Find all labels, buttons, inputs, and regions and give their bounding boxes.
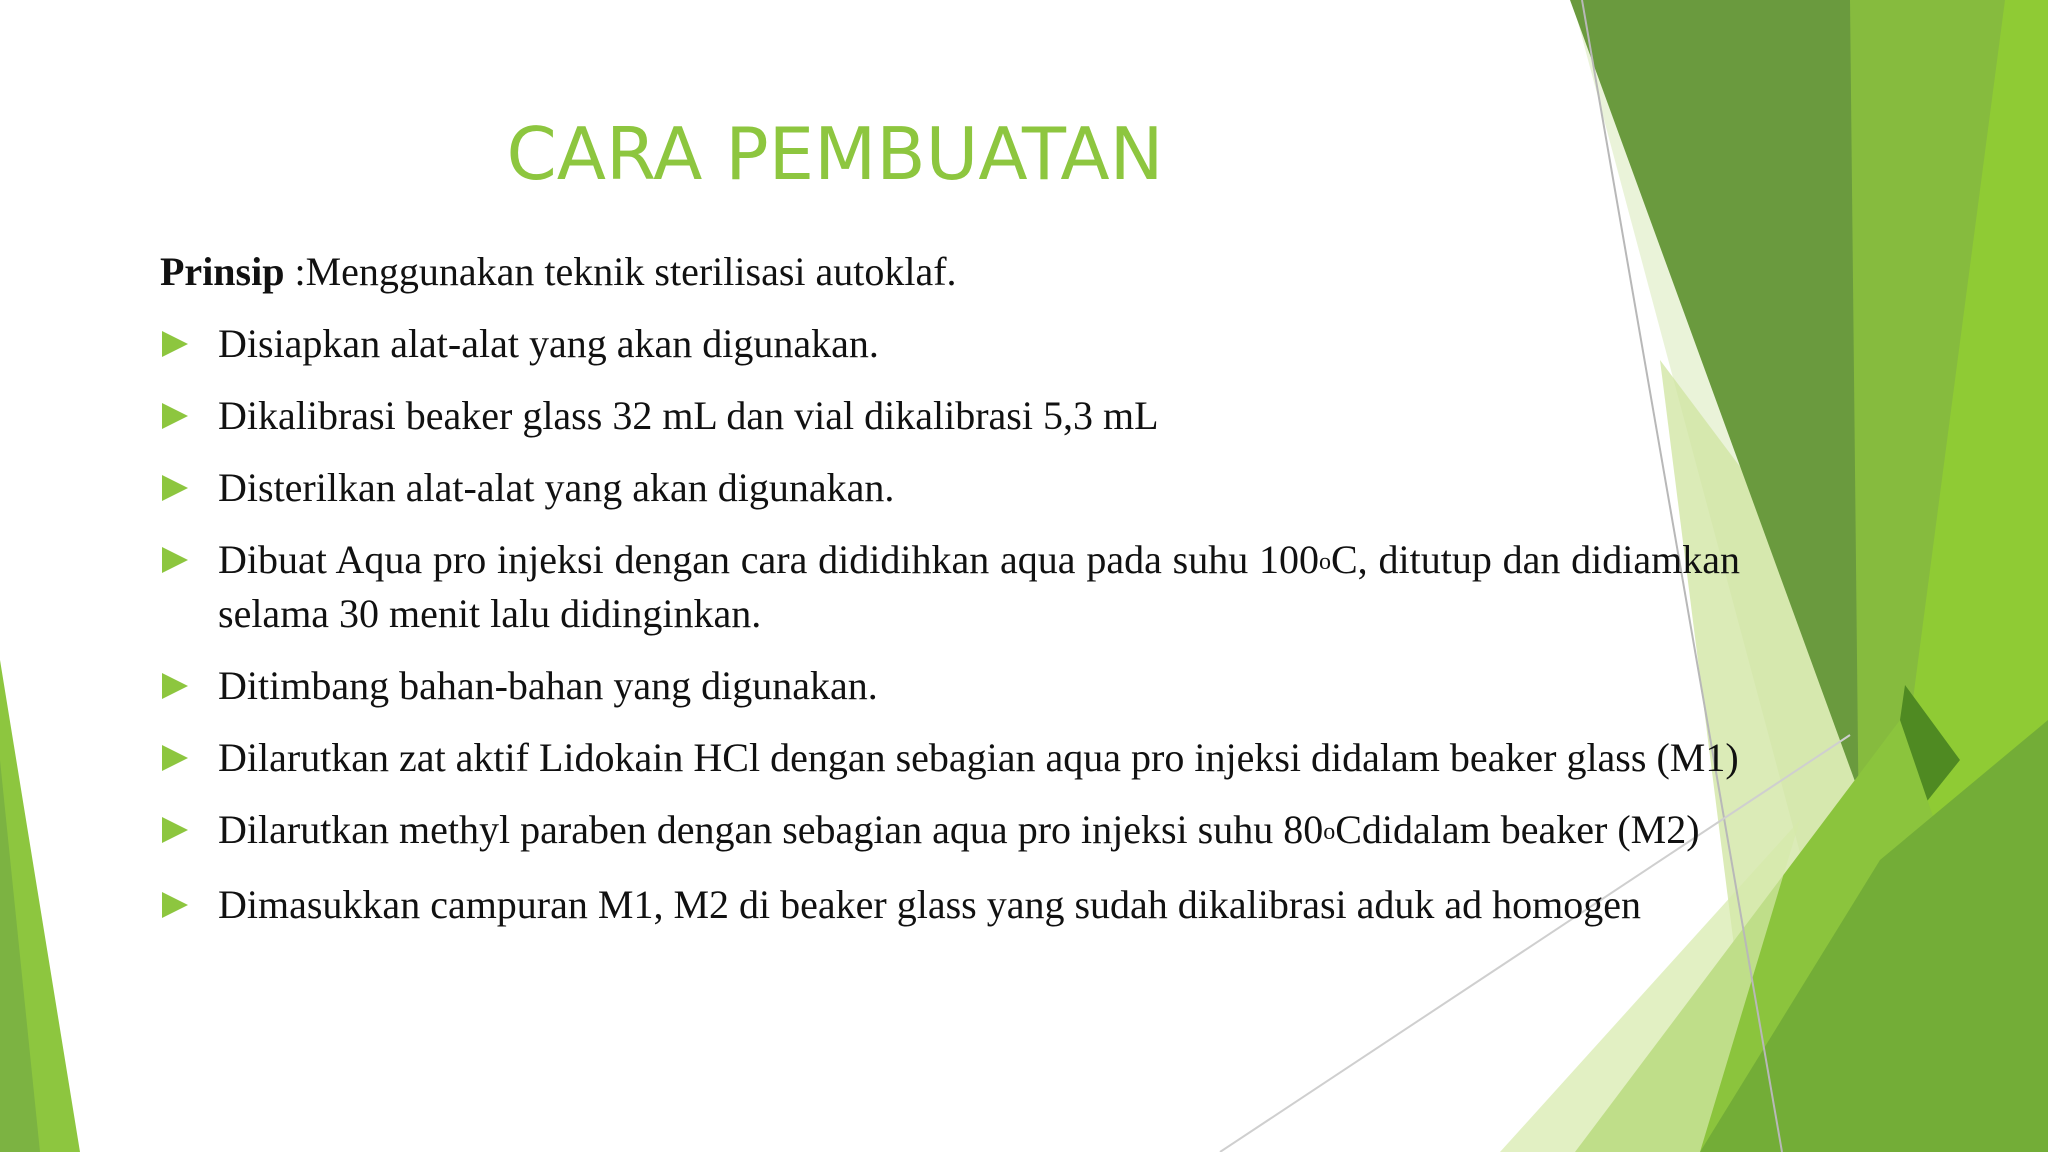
triangle-right-icon <box>162 331 188 357</box>
principle-label: Prinsip <box>160 249 285 294</box>
degree-superscript: o <box>1323 819 1336 845</box>
step-text <box>218 537 1740 636</box>
list-item <box>160 879 1740 930</box>
triangle-right-icon <box>162 745 188 771</box>
triangle-right-icon <box>162 817 188 843</box>
step-text: Dimasukkan campuran M1, M2 di beaker glass yang sudah dikalibrasi aduk ad homogen <box>218 882 1642 927</box>
step-text: Disiapkan alat-alat yang akan digunakan. <box>218 321 879 366</box>
triangle-right-icon <box>162 547 188 573</box>
triangle-right-icon <box>162 892 188 918</box>
principle-text: :Menggunakan teknik sterilisasi autoklaf. <box>284 249 957 294</box>
step-text: Dikalibrasi beaker glass 32 mL dan vial dikalibrasi 5,3 mL <box>218 393 1159 438</box>
list-item <box>160 732 1740 783</box>
triangle-right-icon <box>162 475 188 501</box>
list-item <box>160 318 1740 369</box>
list-item <box>160 534 1740 639</box>
step-text: Ditimbang bahan-bahan yang digunakan. <box>218 663 878 708</box>
step-text: Disterilkan alat-alat yang akan digunakan. <box>218 465 895 510</box>
step-text: Dilarutkan zat aktif Lidokain HCl dengan sebagian aqua pro injeksi didalam beaker glass (M1) <box>218 735 1739 780</box>
triangle-right-icon <box>162 673 188 699</box>
list-item <box>160 660 1740 711</box>
step-text-part: Cdidalam beaker (M2) <box>1335 807 1700 852</box>
list-item <box>160 462 1740 513</box>
triangle-right-icon <box>162 403 188 429</box>
step-text-part: C, ditutup dan didiamkan selama 30 menit lalu didinginkan. <box>218 537 1741 636</box>
step-text-part: Dibuat Aqua pro injeksi dengan cara dididihkan aqua pada suhu 100 <box>218 537 1319 582</box>
list-item <box>160 804 1740 858</box>
steps-list <box>160 318 1740 951</box>
principle-line <box>160 248 957 295</box>
step-text <box>218 807 1700 852</box>
list-item <box>160 390 1740 441</box>
step-text-part: Dilarutkan methyl paraben dengan sebagian aqua pro injeksi suhu 80 <box>218 807 1324 852</box>
degree-superscript: o <box>1319 549 1331 575</box>
slide-title: CARA PEMBUATAN <box>506 112 1164 196</box>
